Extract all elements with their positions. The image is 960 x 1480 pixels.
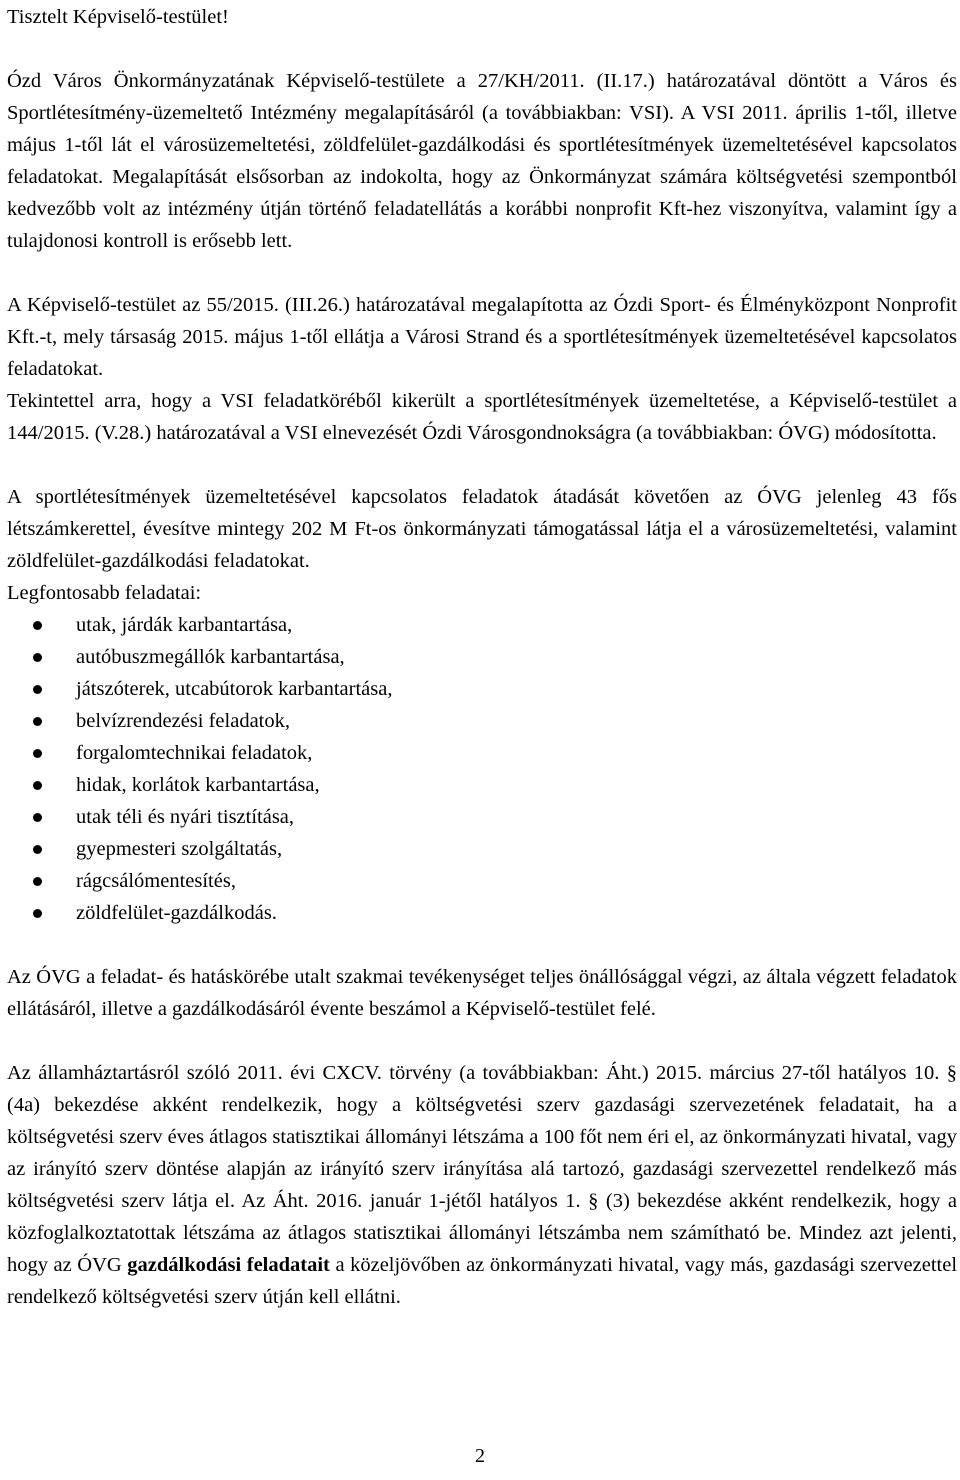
bullet-icon bbox=[33, 621, 42, 630]
bullet-icon bbox=[33, 781, 42, 790]
task-label: zöldfelület-gazdálkodás. bbox=[76, 902, 277, 924]
list-item bbox=[7, 897, 957, 929]
spacer bbox=[7, 929, 957, 961]
list-item bbox=[7, 641, 957, 673]
tasks-list bbox=[7, 609, 957, 929]
paragraph-vsi-founding: Ózd Város Önkormányzatának Képviselő-testülete a 27/KH/2011. (II.17.) határozatával döntött a Város és Sportlétesítmény-üzemeltető Intézmény megalapításáról (a továbbiakban: VSI). A VSI 2011. április 1-től, illetve május 1-től lát el városüzemeltetési, zöldfelület-gazdálkodási és sportlétesítmények üzemeltetésével kapcsolatos feladatokat. Megalapítását elsősorban az indokolta, hogy az Önkormányzat számára költségvetési szempontból kedvezőbb volt az intézmény útján történő feladatellátás a korábbi nonprofit Kft-hez viszonyítva, valamint így a tulajdonosi kontroll is erősebb lett. bbox=[7, 70, 957, 252]
spacer bbox=[7, 1025, 957, 1057]
spacer bbox=[7, 449, 957, 481]
list-item bbox=[7, 705, 957, 737]
paragraph-ovg-autonomy: Az ÓVG a feladat- és hatáskörébe utalt szakmai tevékenységet teljes önállósággal végzi, az általa végzett feladatok ellátásáról, illetve a gazdálkodásáról évente beszámol a Képviselő-testület felé. bbox=[7, 966, 957, 1020]
list-item bbox=[7, 609, 957, 641]
tasks-heading: Legfontosabb feladatai: bbox=[7, 582, 202, 604]
bullet-icon bbox=[33, 685, 42, 694]
paragraph-aht-law bbox=[7, 1057, 957, 1313]
task-label: utak téli és nyári tisztítása, bbox=[76, 806, 295, 828]
list-item bbox=[7, 769, 957, 801]
document-body bbox=[7, 1, 957, 1313]
task-label: belvízrendezési feladatok, bbox=[76, 710, 290, 732]
bullet-icon bbox=[33, 845, 42, 854]
paragraph-sport-center: A Képviselő-testület az 55/2015. (III.26.) határozatával megalapította az Ózdi Sport- és Élményközpont Nonprofit Kft.-t, mely társaság 2015. május 1-től ellátja a Városi Strand és a sportlétesítmények üzemeltetésével kapcsolatos feladatokat. bbox=[7, 294, 957, 380]
list-item bbox=[7, 833, 957, 865]
paragraph-ovg-staff: A sportlétesítmények üzemeltetésével kapcsolatos feladatok átadását követően az ÓVG jelenleg 43 fős létszámkerettel, évesítve mintegy 202 M Ft-os önkormányzati támogatással látja el a városüzemeltetési, valamint zöldfelület-gazdálkodási feladatokat. bbox=[7, 486, 957, 572]
list-item bbox=[7, 673, 957, 705]
spacer bbox=[7, 33, 957, 65]
bullet-icon bbox=[33, 749, 42, 758]
list-item bbox=[7, 801, 957, 833]
aht-text-2: a közeljövőben az önkormányzati hivatal, vagy más, gazdasági szervezettel rendelkező költségvetési szerv útján kell ellátni. bbox=[7, 1254, 958, 1308]
salutation: Tisztelt Képviselő-testület! bbox=[7, 6, 229, 28]
bullet-icon bbox=[33, 717, 42, 726]
bullet-icon bbox=[33, 877, 42, 886]
task-label: rágcsálómentesítés, bbox=[76, 870, 236, 892]
list-item bbox=[7, 737, 957, 769]
task-label: autóbuszmegállók karbantartása, bbox=[76, 646, 345, 668]
task-label: forgalomtechnikai feladatok, bbox=[76, 742, 313, 764]
aht-text-1: Az államháztartásról szóló 2011. évi CXCV. törvény (a továbbiakban: Áht.) 2015. március 27-től hatályos 10. § (4a) bekezdése akként rendelkezik, hogy a költségvetési szerv gazdasági szervezetének feladatait, ha a költségvetési szerv éves átlagos statisztikai állományi létszáma a 100 főt nem éri el, az önkormányzati hivatal, vagy az irányító szerv döntése alapján az irányító szerv irányítása alá tartozó, gazdasági szervezettel rendelkező más költségvetési szerv látja el. Az Áht. 2016. január 1-jétől hatályos 1. § (3) bekezdése akként rendelkezik, hogy a közfoglalkoztatottak létszáma az átlagos statisztikai állományi létszámba nem számítható be. Mindez azt jelenti, hogy az ÓVG bbox=[7, 1062, 957, 1276]
bullet-icon bbox=[33, 653, 42, 662]
aht-emphasis: gazdálkodási feladatait bbox=[127, 1254, 330, 1276]
spacer bbox=[7, 257, 957, 289]
task-label: játszóterek, utcabútorok karbantartása, bbox=[76, 678, 393, 700]
paragraph-ovg-rename: Tekintettel arra, hogy a VSI feladatköréből kikerült a sportlétesítmények üzemeltetése, a Képviselő-testület a 144/2015. (V.28.) határozatával a VSI elnevezését Ózdi Városgondnokságra (a továbbiakban: ÓVG) módosította. bbox=[7, 390, 957, 444]
page-number: 2 bbox=[475, 1445, 485, 1467]
bullet-icon bbox=[33, 909, 42, 918]
task-label: gyepmesteri szolgáltatás, bbox=[76, 838, 283, 860]
list-item bbox=[7, 865, 957, 897]
task-label: hidak, korlátok karbantartása, bbox=[76, 774, 320, 796]
bullet-icon bbox=[33, 813, 42, 822]
task-label: utak, járdák karbantartása, bbox=[76, 614, 293, 636]
